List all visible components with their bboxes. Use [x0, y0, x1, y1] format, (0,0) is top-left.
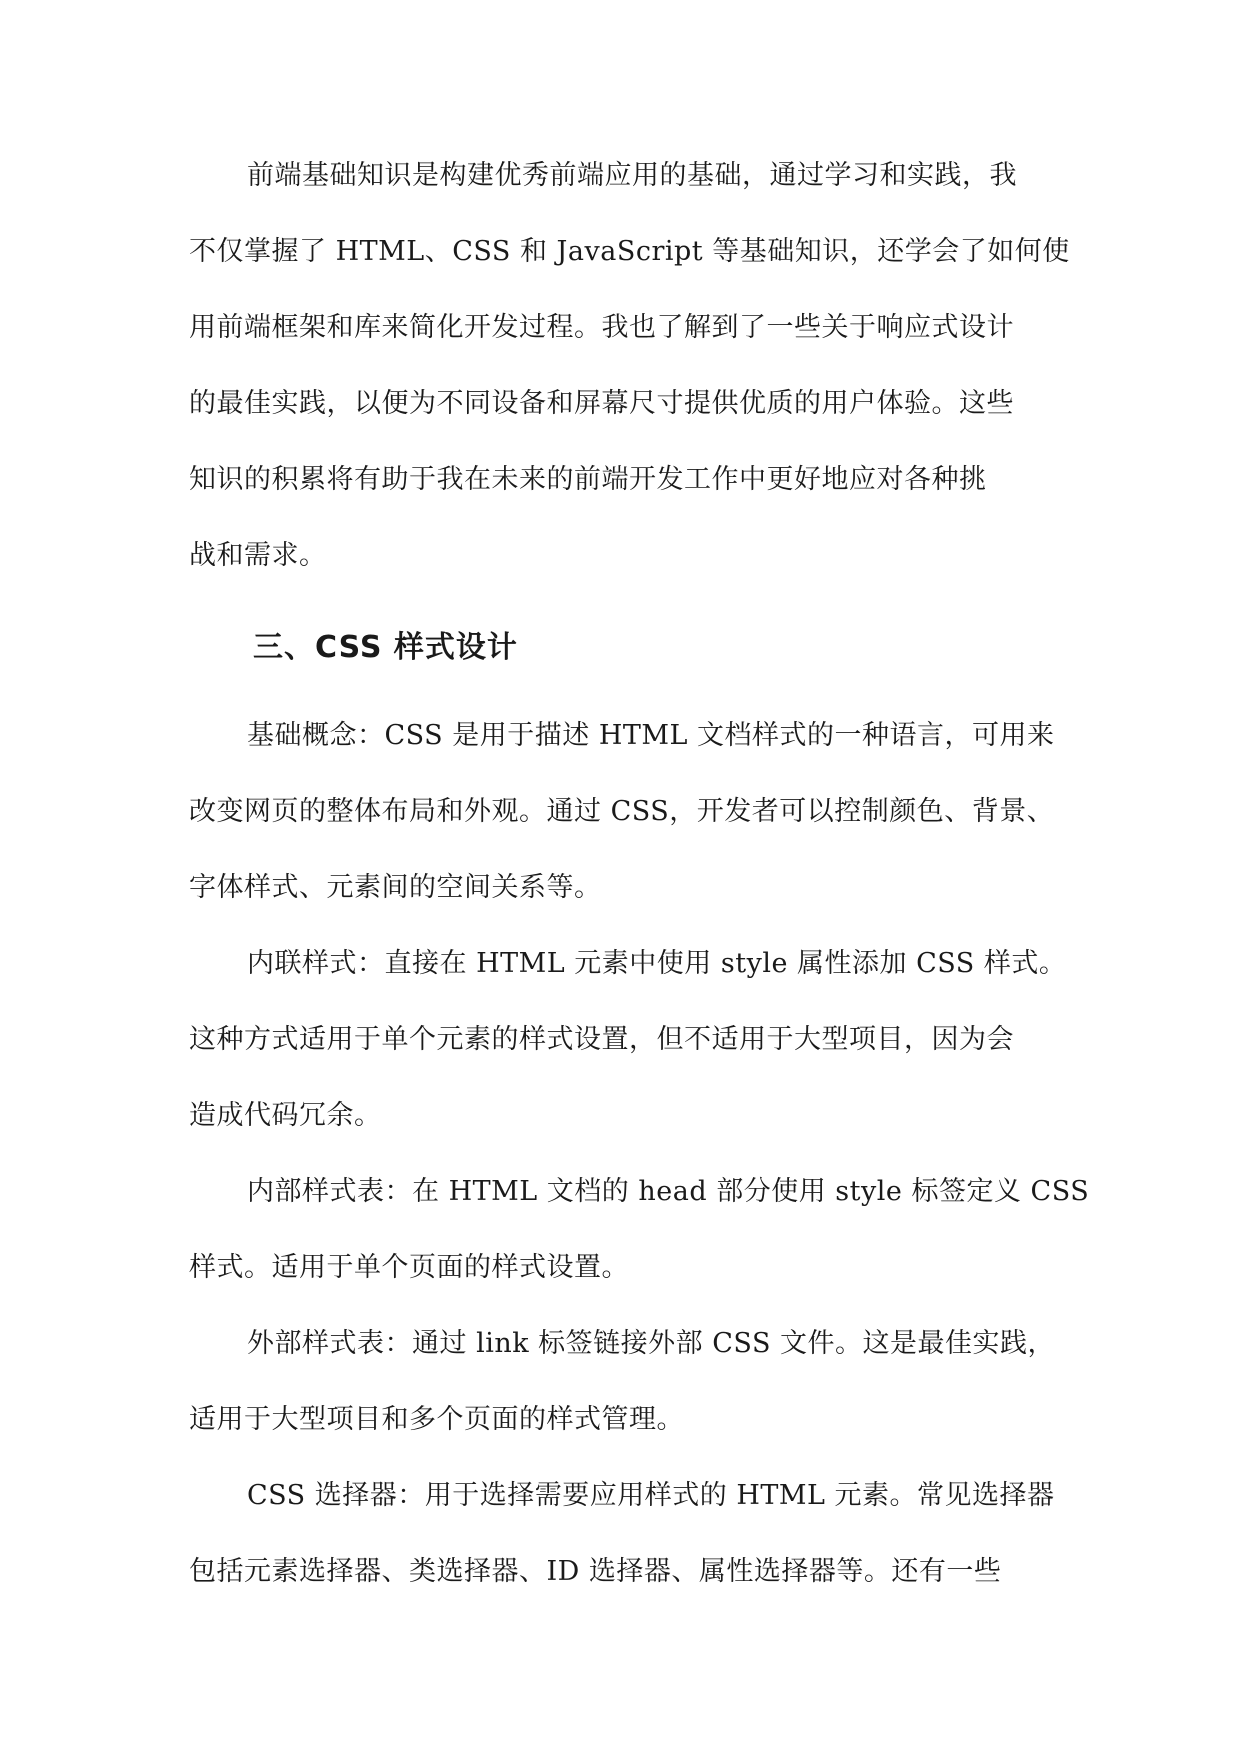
paragraph-line: 的最佳实践，以便为不同设备和屏幕尺寸提供优质的用户体验。这些 — [189, 388, 1014, 419]
paragraph-line: 用前端框架和库来简化开发过程。我也了解到了一些关于响应式设计 — [189, 312, 1014, 343]
paragraph-line: 外部样式表：通过 link 标签链接外部 CSS 文件。这是最佳实践， — [247, 1328, 1056, 1359]
paragraph-line: 样式。适用于单个页面的样式设置。 — [189, 1252, 629, 1283]
document-page — [189, 138, 1090, 1610]
paragraph-intro — [189, 138, 1070, 594]
paragraph-line: 改变网页的整体布局和外观。通过 CSS，开发者可以控制颜色、背景、 — [189, 796, 1055, 827]
paragraph-css-selectors — [189, 1458, 1061, 1610]
paragraph-line: 内部样式表：在 HTML 文档的 head 部分使用 style 标签定义 CSS — [247, 1176, 1090, 1207]
paragraph-line: 前端基础知识是构建优秀前端应用的基础，通过学习和实践，我 — [247, 160, 1017, 191]
paragraph-line: 造成代码冗余。 — [189, 1100, 382, 1131]
paragraph-line: 字体样式、元素间的空间关系等。 — [189, 872, 602, 903]
paragraph-basic-concepts — [189, 698, 1061, 926]
section-heading: 三、CSS 样式设计 — [253, 630, 518, 665]
paragraph-inline-styles — [189, 926, 1067, 1154]
paragraph-line: 这种方式适用于单个元素的样式设置，但不适用于大型项目，因为会 — [189, 1024, 1014, 1055]
paragraph-line: CSS 选择器：用于选择需要应用样式的 HTML 元素。常见选择器 — [247, 1480, 1055, 1511]
paragraph-line: 内联样式：直接在 HTML 元素中使用 style 属性添加 CSS 样式。 — [247, 948, 1067, 979]
paragraph-line: 不仅掌握了 HTML、CSS 和 JavaScript 等基础知识，还学会了如何使 — [189, 236, 1070, 267]
paragraph-line: 适用于大型项目和多个页面的样式管理。 — [189, 1404, 684, 1435]
paragraph-external-stylesheet — [189, 1306, 1061, 1458]
paragraph-line: 基础概念：CSS 是用于描述 HTML 文档样式的一种语言，可用来 — [247, 720, 1055, 751]
paragraph-internal-stylesheet — [189, 1154, 1090, 1306]
paragraph-line: 包括元素选择器、类选择器、ID 选择器、属性选择器等。还有一些 — [189, 1556, 1002, 1587]
paragraph-line: 知识的积累将有助于我在未来的前端开发工作中更好地应对各种挑 — [189, 464, 987, 495]
paragraph-line: 战和需求。 — [189, 540, 327, 571]
